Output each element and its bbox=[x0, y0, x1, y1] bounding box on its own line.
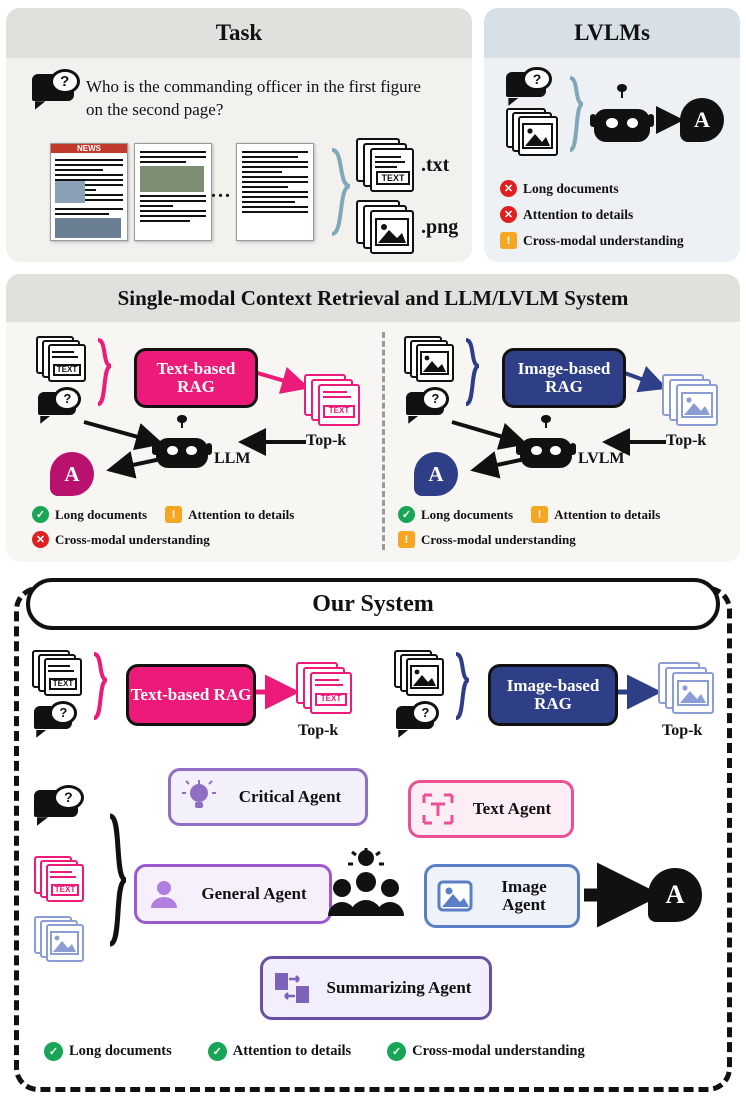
image-rag-box: Image-based RAG bbox=[502, 348, 626, 408]
summarizing-agent-box bbox=[260, 956, 492, 1020]
summarizing-agent-label: Summarizing Agent bbox=[326, 978, 472, 998]
status-label: Attention to details bbox=[554, 506, 661, 522]
status-label: Attention to details bbox=[232, 1043, 352, 1059]
ok-icon: ✓ bbox=[32, 506, 49, 523]
picture-icon bbox=[672, 672, 714, 714]
status-label: Cross-modal understanding bbox=[421, 531, 576, 547]
question-icon: ? bbox=[406, 392, 444, 422]
txt-extension-label: .txt bbox=[421, 154, 450, 176]
img-file-stack bbox=[394, 650, 450, 698]
question-icon: ? bbox=[396, 706, 434, 736]
status-label: Cross-modal understanding bbox=[55, 531, 210, 547]
bulb-gear-icon bbox=[181, 779, 217, 815]
warning-icon: ! bbox=[500, 232, 517, 249]
question-icon: ? bbox=[38, 392, 76, 422]
txt-file-stack bbox=[34, 856, 90, 904]
single-modal-title: Single-modal Context Retrieval and LLM/LVLM System bbox=[117, 285, 629, 310]
question-icon: ? bbox=[506, 72, 546, 104]
warning-icon: ! bbox=[165, 506, 182, 523]
question-mark: ? bbox=[50, 69, 80, 95]
txt-stack-label: TEXT bbox=[51, 884, 79, 896]
task-question-text: Who is the commanding officer in the first figure on the second page? bbox=[86, 77, 421, 119]
image-agent-label: Image Agent bbox=[501, 877, 547, 914]
picture-icon bbox=[46, 924, 84, 962]
topk-label-right: Top-k bbox=[662, 722, 703, 739]
answer-bubble: A bbox=[648, 868, 702, 922]
txt-stack-label: TEXT bbox=[376, 171, 410, 185]
answer-bubble: A bbox=[680, 98, 724, 142]
image-rag-box: Image-based RAG bbox=[488, 664, 618, 726]
ok-icon: ✓ bbox=[44, 1042, 63, 1061]
question-icon: ? bbox=[34, 706, 72, 736]
answer-bubble: A bbox=[414, 452, 458, 496]
topk-stack-label: TEXT bbox=[315, 693, 347, 706]
status-label: Long documents bbox=[523, 180, 619, 196]
topk-img-stack bbox=[658, 662, 720, 716]
critical-agent-box bbox=[168, 768, 368, 826]
text-agent-box bbox=[408, 780, 574, 838]
topk-txt-stack bbox=[296, 662, 358, 716]
status-label: Long documents bbox=[421, 506, 514, 522]
news-header: NEWS bbox=[51, 144, 127, 153]
general-agent-box bbox=[134, 864, 332, 924]
status-label: Long documents bbox=[69, 1043, 172, 1059]
status-row bbox=[44, 1042, 172, 1061]
group-discussion-icon bbox=[324, 848, 408, 922]
picture-icon bbox=[437, 879, 473, 913]
lvlms-title: LVLMs bbox=[574, 20, 650, 45]
status-label: Long documents bbox=[55, 506, 148, 522]
ok-icon: ✓ bbox=[398, 506, 415, 523]
text-frame-icon bbox=[421, 792, 455, 826]
warning-icon: ! bbox=[398, 531, 415, 548]
thumbnail-ellipsis: ... bbox=[211, 180, 232, 202]
question-icon: ? bbox=[34, 790, 78, 824]
text-agent-label: Text Agent bbox=[472, 799, 552, 819]
error-icon: ✕ bbox=[500, 206, 517, 223]
docs-swap-icon bbox=[273, 970, 311, 1006]
answer-bubble: A bbox=[50, 452, 94, 496]
warning-icon: ! bbox=[531, 506, 548, 523]
topk-label-left: Top-k bbox=[298, 722, 339, 739]
text-rag-box: Text-based RAG bbox=[126, 664, 256, 726]
txt-stack-label: TEXT bbox=[53, 364, 81, 376]
topk-label-right: Top-k bbox=[666, 432, 707, 449]
person-icon bbox=[147, 877, 181, 911]
txt-stack-label: TEXT bbox=[49, 678, 77, 690]
lvlm-label: LVLM bbox=[578, 450, 625, 467]
critical-agent-label: Critical Agent bbox=[238, 787, 342, 807]
status-label: Attention to details bbox=[523, 206, 634, 222]
topk-stack-label: TEXT bbox=[323, 405, 355, 418]
ok-icon: ✓ bbox=[208, 1042, 227, 1061]
topk-label-left: Top-k bbox=[306, 432, 347, 449]
our-system-title: Our System bbox=[312, 590, 434, 617]
ok-icon: ✓ bbox=[387, 1042, 406, 1061]
error-icon: ✕ bbox=[500, 180, 517, 197]
status-row bbox=[208, 1042, 351, 1061]
llm-label: LLM bbox=[214, 450, 251, 467]
error-icon: ✕ bbox=[32, 531, 49, 548]
status-row bbox=[387, 1042, 585, 1061]
text-rag-box: Text-based RAG bbox=[134, 348, 258, 408]
picture-icon bbox=[406, 658, 444, 696]
status-label: Cross-modal understanding bbox=[523, 232, 684, 248]
status-label: Cross-modal understanding bbox=[412, 1043, 585, 1059]
general-agent-label: General Agent bbox=[201, 884, 307, 904]
image-agent-box bbox=[424, 864, 580, 928]
task-title: Task bbox=[215, 20, 263, 45]
status-label: Attention to details bbox=[188, 506, 295, 522]
png-extension-label: .png bbox=[421, 216, 459, 238]
img-file-stack bbox=[34, 916, 90, 964]
